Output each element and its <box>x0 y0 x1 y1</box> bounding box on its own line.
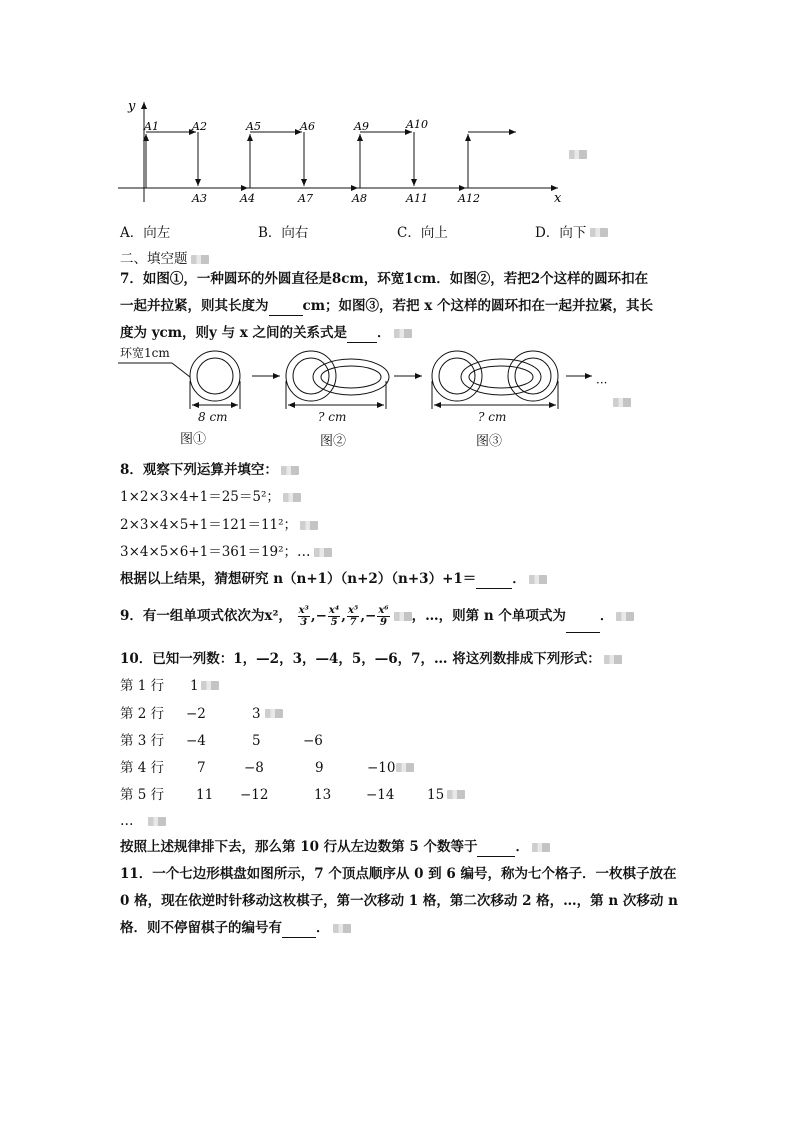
point-label-a10: A10 <box>406 118 428 131</box>
answer-blank[interactable] <box>476 570 512 589</box>
watermark-icon <box>394 329 412 338</box>
watermark-icon <box>394 612 412 621</box>
q8-row1: 1×2×3×4+1＝25＝5²； <box>120 488 301 506</box>
fig-label-3: 图③ <box>476 434 503 449</box>
answer-blank[interactable] <box>282 919 316 938</box>
point-label-a3: A3 <box>192 192 207 205</box>
q10-last: 按照上述规律排下去，那么第 10 行从左边数第 5 个数等于 ． <box>120 838 550 857</box>
point-label-a7: A7 <box>298 192 313 205</box>
q10-dots: … <box>120 812 166 830</box>
q7-line3: 度为 ycm，则y 与 x 之间的关系式是 ． <box>120 324 412 343</box>
dim-label-2: ? cm <box>318 410 347 424</box>
y-axis-label: y <box>128 99 136 114</box>
q8-last: 根据以上结果，猜想研究 n（n+1）（n+2）（n+3）+1＝ ． <box>120 570 547 589</box>
point-label-a5: A5 <box>246 120 261 133</box>
fraction-2: $\frac{\text{x⁴}}{5}$ <box>328 605 340 628</box>
watermark-icon <box>529 575 547 584</box>
watermark-icon <box>265 709 283 718</box>
q7-line1: 7．如图①，一种圆环的外圆直径是8cm，环宽1cm．如图②，若把2个这样的圆环扣在 <box>120 271 649 287</box>
fraction-4: $\frac{\text{x⁶}}{9}$ <box>378 605 389 628</box>
point-label-a11: A11 <box>406 192 428 205</box>
section-title: 二、填空题 <box>120 250 209 268</box>
q9-line: 9．有一组单项式依次为x²， $\frac{\text{x³}}{3}$ ,− $\frac{\text{x⁴}}{5}$ , $\frac{\text{x⁵}}{7}$ ,− $\frac{\text{x⁶}}{9}$ ，…，则第 n 个单项式为 ． <box>120 600 634 633</box>
watermark-icon <box>613 398 631 407</box>
option-c[interactable]: C．向上 <box>397 225 448 241</box>
watermark-icon <box>191 255 209 264</box>
option-d[interactable]: D．向下 <box>535 225 587 241</box>
dim-label-3: ? cm <box>478 410 507 424</box>
dim-label-1: 8 cm <box>198 410 228 424</box>
option-a[interactable]: A．向左 <box>120 225 171 241</box>
point-label-a6: A6 <box>300 120 315 133</box>
watermark-icon <box>201 681 219 690</box>
watermark-icon <box>148 817 166 826</box>
watermark-icon <box>300 521 318 530</box>
ring-ellipsis: ··· <box>596 376 608 390</box>
answer-blank[interactable] <box>477 838 515 857</box>
q11-line2: 0 格，现在依逆时针移动这枚棋子，第一次移动 1 格，第二次移动 2 格，…，第 n 次移动 n <box>120 893 678 909</box>
watermark-icon <box>281 466 299 475</box>
fraction-1: $\frac{\text{x³}}{3}$ <box>298 605 309 628</box>
watermark-icon <box>396 763 414 772</box>
q11-line3: 格．则不停留棋子的编号有 ． <box>120 919 351 938</box>
fig-label-1: 图① <box>180 432 207 447</box>
q10-title: 10．已知一列数：1，—2，3，—4，5，—6，7，… 将这列数排成下列形式： <box>120 650 622 668</box>
answer-blank[interactable] <box>269 297 303 316</box>
watermark-icon <box>333 924 351 933</box>
q11-line1: 11．一个七边形棋盘如图所示，7 个顶点顺序从 0 到 6 编号，称为七个格子．一枚棋子放在 <box>120 866 677 882</box>
watermark-icon <box>532 843 550 852</box>
ring-figure <box>118 345 618 455</box>
point-label-a1: A1 <box>144 120 159 133</box>
point-label-a12: A12 <box>458 192 480 205</box>
point-label-a9: A9 <box>354 120 369 133</box>
point-label-a2: A2 <box>192 120 207 133</box>
answer-blank[interactable] <box>347 324 377 343</box>
watermark-icon <box>447 790 465 799</box>
ring-width-label: 环宽1cm <box>120 346 170 360</box>
watermark-icon <box>616 612 634 621</box>
fraction-3: $\frac{\text{x⁵}}{7}$ <box>347 605 359 628</box>
answer-blank[interactable] <box>566 600 600 633</box>
fig-label-2: 图② <box>320 434 347 449</box>
watermark-icon <box>283 493 301 502</box>
watermark-icon <box>569 150 587 159</box>
q7-line2: 一起并拉紧，则其长度为 cm；如图③，若把 x 个这样的圆环扣在一起并拉紧，其长 <box>120 298 653 314</box>
zigzag-graph <box>118 96 568 208</box>
option-b[interactable]: B．向右 <box>258 225 309 241</box>
x-axis-label: x <box>554 191 562 206</box>
point-label-a8: A8 <box>352 192 367 205</box>
q8-row3: 3×4×5×6+1＝361＝19²；… <box>120 543 332 561</box>
watermark-icon <box>590 228 608 237</box>
q8-row2: 2×3×4×5+1＝121＝11²； <box>120 516 318 534</box>
q8-title: 8．观察下列运算并填空： <box>120 461 299 479</box>
watermark-icon <box>314 548 332 557</box>
point-label-a4: A4 <box>240 192 255 205</box>
watermark-icon <box>604 655 622 664</box>
